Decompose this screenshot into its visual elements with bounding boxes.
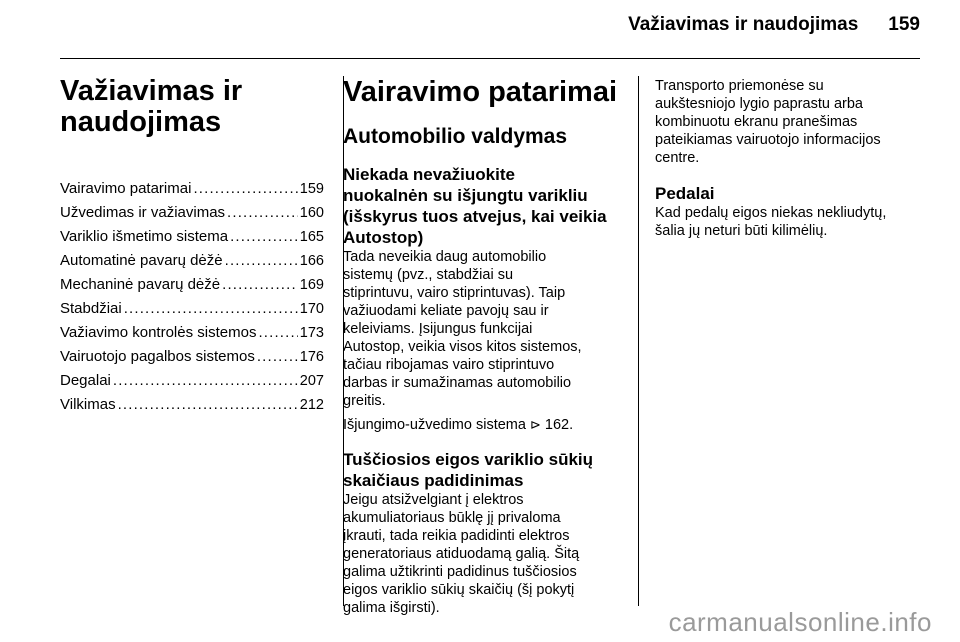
main-column: [343, 70, 628, 617]
chapter-title: Važiavimas ir naudojimas: [60, 75, 243, 138]
toc-entry[interactable]: Mechaninė pavarų dėžė . . . 169: [60, 273, 324, 297]
toc-entry[interactable]: Vilkimas . . . 212: [60, 393, 324, 417]
reference-arrow-icon: ⊳: [529, 417, 541, 432]
section-title: Vairavimo patarimai: [343, 76, 618, 108]
right-column: [655, 70, 925, 240]
heading-idle-speed: Tuščiosios eigos variklio sūkių skaičiaus padidinimas: [343, 450, 594, 490]
toc-entry[interactable]: Stabdžiai . . . 170: [60, 297, 324, 321]
table-of-contents: [60, 177, 324, 417]
heading-no-engine: Niekada nevažiuokite nuokalnėn su išjungtu varikliu (išskyrus tuos atvejus, kai veikia Autostop): [343, 165, 607, 247]
chapter-column: [60, 70, 324, 417]
toc-entry[interactable]: Automatinė pavarų dėžė . . . 166: [60, 249, 324, 273]
running-header: [628, 14, 920, 36]
toc-entry[interactable]: Vairuotojo pagalbos sistemos . . . 176: [60, 345, 324, 369]
watermark: carmanualsonline.info: [668, 607, 932, 637]
paragraph-pedals: Kad pedalų eigos niekas nekliudytų, šalia jų neturi būti kilimėlių.: [655, 205, 887, 239]
paragraph-no-engine: Tada neveikia daug automobilio sistemų (pvz., stabdžiai su stiprintuvu, vairo stiprintuvas). Taip važiuodami keliate pavojų sau ir keleiviams. Įsijungus funkcijai Autostop, veikia visos kitos sistemos, tačiau ribojamas vairo stiprintuvo darbas ir sumažinamas automobilio greitis.: [343, 249, 582, 409]
toc-entry[interactable]: Variklio išmetimo sistema . . . 165: [60, 225, 324, 249]
toc-entry[interactable]: Degalai . . . 207: [60, 369, 324, 393]
toc-entry[interactable]: Užvedimas ir važiavimas . . . 160: [60, 201, 324, 225]
page-number: 159: [888, 14, 920, 35]
subsection-title: Automobilio valdymas: [343, 125, 568, 148]
column-divider-2: [638, 76, 639, 606]
paragraph-info-display: Transporto priemonėse su aukštesniojo lygio paprastu arba kombinuotu ekranu pranešimas pateikiamas vairuotojo informacijos centre.: [655, 78, 881, 166]
header-title: Važiavimas ir naudojimas: [628, 14, 859, 35]
heading-pedals: Pedalai: [655, 184, 715, 203]
toc-entry[interactable]: Važiavimo kontrolės sistemos . . . 173: [60, 321, 324, 345]
cross-reference[interactable]: Išjungimo-užvedimo sistema ⊳ 162.: [343, 417, 574, 433]
header-rule: [60, 58, 920, 59]
paragraph-idle-speed: Jeigu atsižvelgiant į elektros akumuliatoriaus būklę jį privaloma įkrauti, tada reikia padidinti elektros generatoriaus atiduodamą galią. Šitą galima užtikrinti padidinus tuščiosios eigos variklio sūkių skaičių (šį pokytį galima išgirsti).: [343, 492, 580, 616]
toc-entry[interactable]: Vairavimo patarimai . . . 159: [60, 177, 324, 201]
